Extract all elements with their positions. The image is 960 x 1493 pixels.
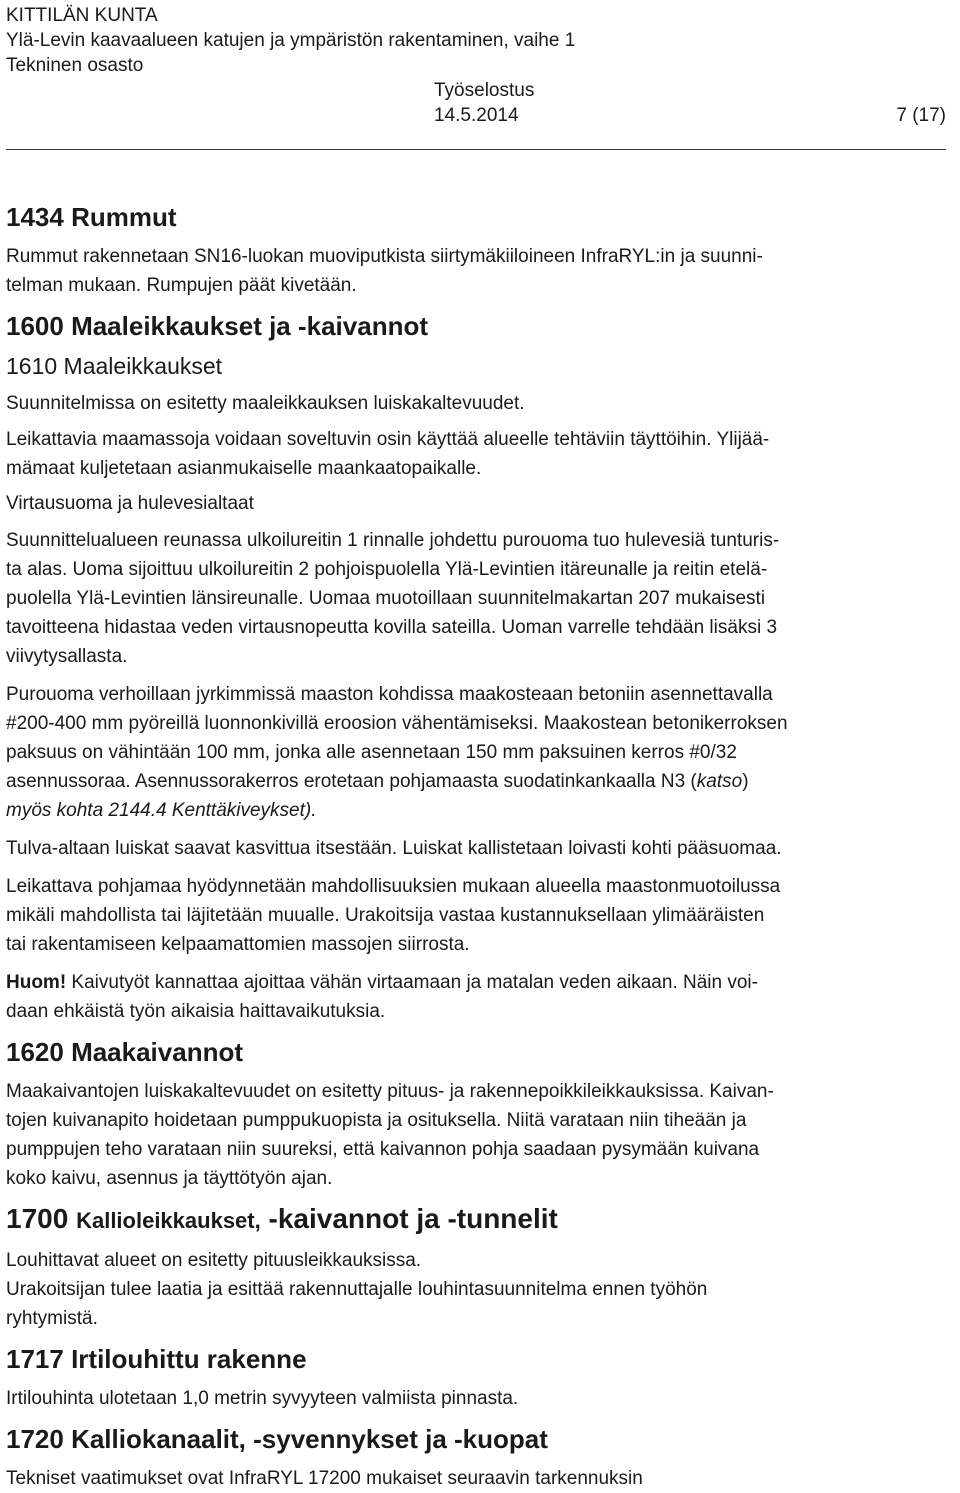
section-1434-text-line: telman mukaan. Rumpujen päät kivetään. [6,275,357,296]
section-1600-heading: 1600 Maaleikkaukset ja -kaivannot [6,311,429,341]
section-1717-heading: 1717 Irtilouhittu rakenne [6,1344,307,1374]
section-1620-text-line: koko kaivu, asennus ja täyttötyön ajan. [6,1168,333,1189]
section-1610-paragraph: Suunnitelmissa on esitetty maaleikkauksen luiskakaltevuudet. [6,393,525,414]
section-1700-heading [6,1202,954,1238]
section-1610-text-line: Purouoma verhoillaan jyrkimmissä maaston kohdissa maakosteaan betoniin asennettavalla [6,684,773,705]
section-1610-text-line [6,767,954,796]
section-1610-text-line: paksuus on vähintään 100 mm, jonka alle asennetaan 150 mm paksuinen kerros #0/32 [6,742,737,763]
text-span: asennussoraa. Asennussorakerros erotetaan pohjamaasta suodatinkankaalla N3 ( [6,771,697,792]
header-project: Ylä-Levin kaavaalueen katujen ja ympäristön rakentaminen, vaihe 1 [6,30,576,51]
text-span: ) [742,771,749,792]
section-1610-text-line: mikäli mahdollista tai läjitetään muualle. Urakoitsija vastaa kustannuksellaan ylimääräisten [6,905,765,926]
header-divider [6,149,946,150]
header-organization: KITTILÄN KUNTA [6,5,158,26]
section-1610-text-line: Leikattava pohjamaa hyödynnetään mahdollisuuksien mukaan alueella maastonmuotoilussa [6,876,781,897]
section-1610-text-line: daan ehkäistä työn aikaisia haittavaikutuksia. [6,1001,386,1022]
section-1610-text-line: puolella Ylä-Levintien länsireunalle. Uomaa muotoillaan suunnitelmakartan 207 mukaisesti [6,588,766,609]
subheading-virtausuoma: Virtausuoma ja hulevesialtaat [6,493,254,514]
text-span: #200-400 mm pyöreillä luonnonkivillä eroosion vähentämiseksi. Maakostean betonikerroksen [6,713,788,734]
heading-text: Kallioleikkaukset, [76,1208,261,1233]
section-1720-heading: 1720 Kalliokanaalit, -syvennykset ja -kuopat [6,1424,548,1454]
section-1610-text-line [6,709,954,738]
italic-text: katso [696,771,743,792]
section-1610-text-line: Leikattavia maamassoja voidaan soveltuvin osin käyttää alueelle tehtäviin täyttöihin. Ylijää- [6,429,770,450]
section-1717-paragraph: Irtilouhinta ulotetaan 1,0 metrin syvyyteen valmiista pinnasta. [6,1388,519,1409]
section-1700-paragraph: Louhittavat alueet on esitetty pituusleikkauksissa. [6,1250,422,1271]
section-1700-text-line: Urakoitsijan tulee laatia ja esittää rakennuttajalle louhintasuunnitelma ennen työhön [6,1279,708,1300]
section-1700-text-line: ryhtymistä. [6,1308,98,1329]
section-1610-text-line: mämaat kuljetetaan asianmukaiselle maankaatopaikalle. [6,458,482,479]
section-1610-text-line: tavoitteena hidastaa veden virtausnopeutta kovilla sateilla. Uoman varrelle tehdään lisäksi 3 [6,617,778,638]
note-label: Huom! [6,972,67,993]
header-date: 14.5.2014 [434,105,519,126]
page-header [6,3,946,128]
section-1610-italic-line: myös kohta 2144.4 Kenttäkiveykset). [6,800,317,821]
text-span: Kaivutyöt kannattaa ajoittaa vähän virtaamaan ja matalan veden aikaan. Näin voi- [66,972,758,993]
section-1610-text-line: Suunnittelualueen reunassa ulkoilureitin 1 rinnalle johdettu purouoma tuo hulevesiä tunturis- [6,530,780,551]
section-1434-heading: 1434 Rummut [6,202,177,232]
header-document-type: Työselostus [434,80,535,101]
section-1610-text-line: ta alas. Uoma sijoittuu ulkoilureitin 2 pohjoispuolella Ylä-Levintien itäreunalle ja reitin etelä- [6,559,768,580]
section-1610-heading: 1610 Maaleikkaukset [6,353,223,379]
section-1620-heading: 1620 Maakaivannot [6,1037,244,1067]
header-department: Tekninen osasto [6,55,144,76]
section-1720-paragraph: Tekniset vaatimukset ovat InfraRYL 17200 mukaiset seuraavin tarkennuksin [6,1468,643,1489]
section-1620-text-line: tojen kuivanapito hoidetaan pumppukuopista ja osituksella. Niitä varataan niin tiheään ja [6,1110,747,1131]
section-1434-text-line: Rummut rakennetaan SN16-luokan muoviputkista siirtymäkiiloineen InfraRYL:in ja suunni- [6,246,763,267]
section-1620-text-line: Maakaivantojen luiskakaltevuudet on esitetty pituus- ja rakennepoikkileikkauksissa. Kaivan- [6,1081,774,1102]
header-page-number: 7 (17) [896,105,946,126]
section-1610-text-line [6,968,954,997]
section-1620-text-line: pumppujen teho varataan niin suureksi, että kaivannon pohja saadaan pysymään kuivana [6,1139,760,1160]
heading-text: -kaivannot ja -tunnelit [268,1203,558,1234]
document-body [6,200,954,1493]
section-1610-text-line: tai rakentamiseen kelpaamattomien massojen siirrosta. [6,934,470,955]
section-1610-text-line: viivytysallasta. [6,646,128,667]
heading-number: 1700 [6,1203,69,1234]
section-1610-paragraph: Tulva-altaan luiskat saavat kasvittua itsestään. Luiskat kallistetaan loivasti kohti pääsuomaa. [6,838,782,859]
